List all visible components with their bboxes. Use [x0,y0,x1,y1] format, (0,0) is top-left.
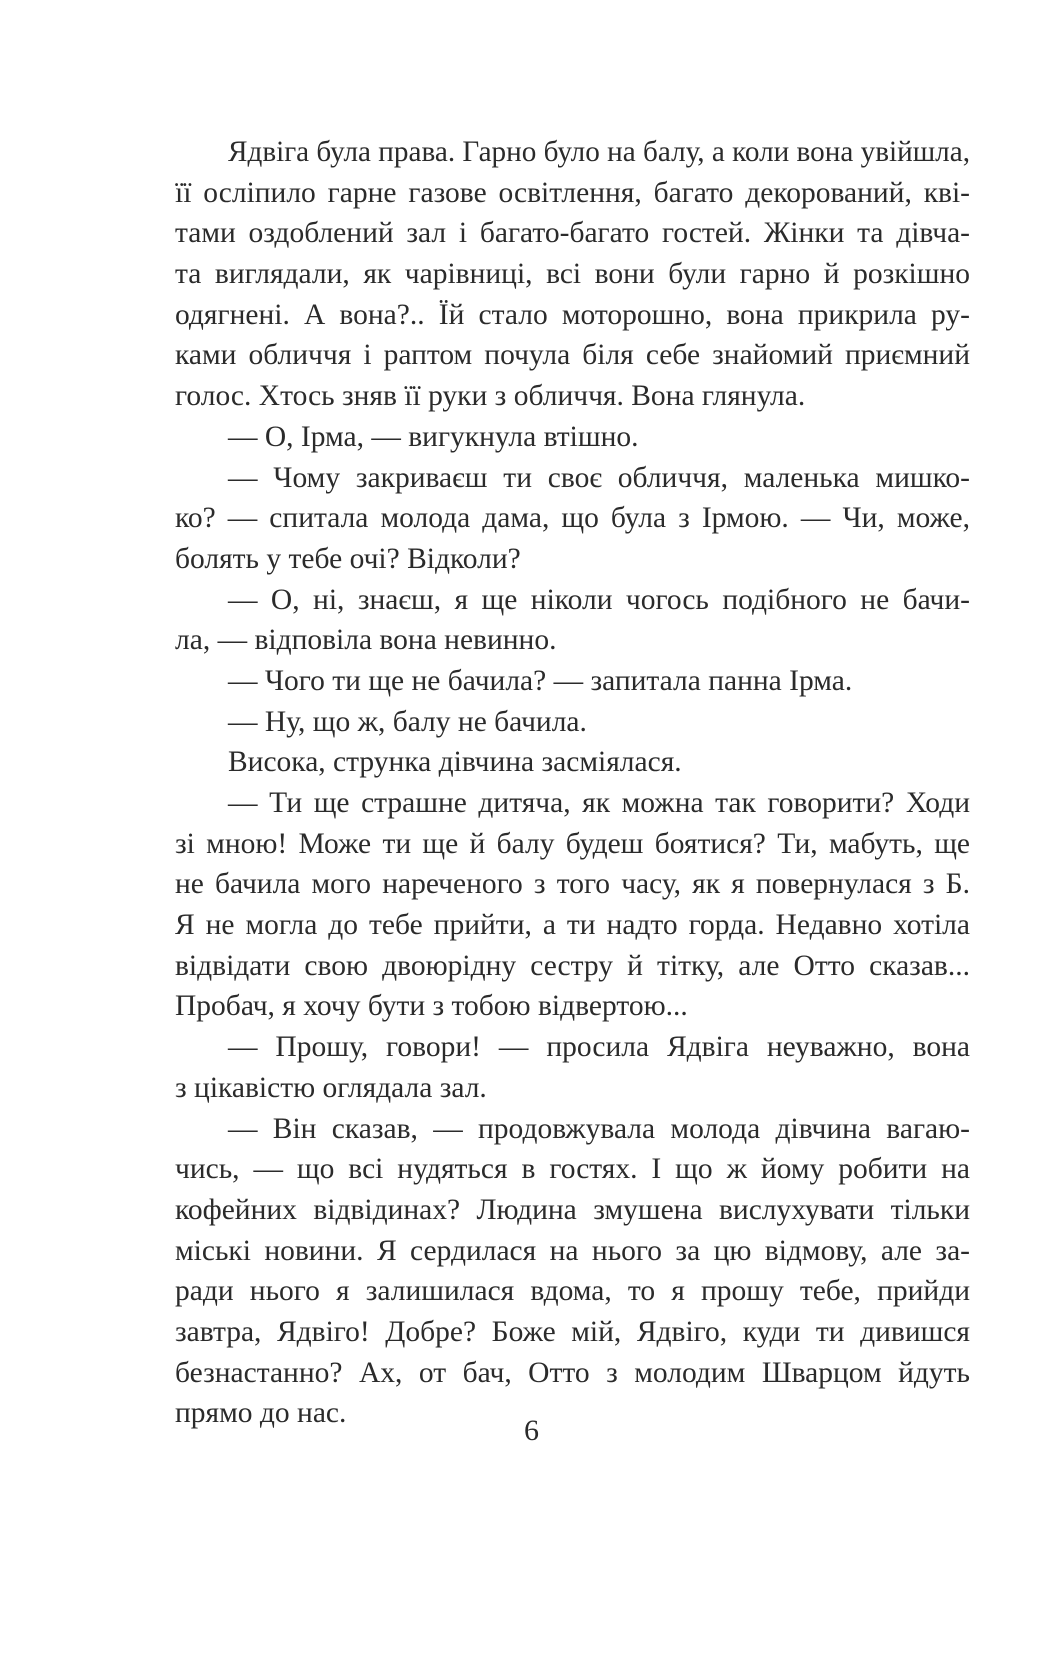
text-line: — Чому закриваєш ти своє обличчя, маленька мишко- [228,461,970,494]
text-line: ла, — відповіла вона невинно. [175,624,557,657]
text-line: тами оздоблений зал і багато-багато гостей. Жінки та дівча- [175,217,970,250]
text-line: одягнені. А вона?.. Їй стало моторошно, вона прикрила ру- [175,298,970,331]
text-line: болять у тебе очі? Відколи? [175,542,521,575]
text-line: чись, — що всі нудяться в гостях. І що ж йому робити на [175,1153,970,1186]
text-line: ками обличчя і раптом почула біля себе знайомий приємний [175,339,970,372]
text-line: — О, ні, знаєш, я ще ніколи чогось подібного не бачи- [228,583,970,616]
text-line: — Чого ти ще не бачила? — запитала панна Ірма. [228,664,853,697]
text-line: завтра, Ядвіго! Добре? Боже мій, Ядвіго, куди ти дивишся [175,1315,970,1348]
text-line: Висока, струнка дівчина засміялася. [228,746,682,779]
text-line: зі мною! Може ти ще й балу будеш боятися? Ти, мабуть, ще [175,827,970,860]
body-text [175,132,970,1434]
text-line: Ядвіга була права. Гарно було на балу, а коли вона увійшла, [228,136,970,168]
text-line: — Прошу, говори! — просила Ядвіга неуважно, вона [228,1031,970,1064]
text-line: відвідати свою двоюрідну сестру й тітку, але Отто сказав... [175,949,970,982]
text-line: міські новини. Я сердилася на нього за цю відмову, але за- [175,1234,970,1267]
text-line: голос. Хтось зняв її руки з обличчя. Вона глянула. [175,380,806,413]
text-line: — О, Ірма, — вигукнула втішно. [228,420,639,453]
page-number: 6 [524,1414,539,1447]
text-line: — Ти ще страшне дитяча, як можна так говорити? Ходи [228,787,970,819]
text-line: ко? — спитала молода дама, що була з Ірмою. — Чи, може, [175,502,970,535]
text-line: безнастанно? Ах, от бач, Отто з молодим Шварцом йдуть [175,1356,970,1389]
text-line: — Він сказав, — продовжувала молода дівчина вагаю- [228,1112,970,1145]
text-line: — Ну, що ж, балу не бачила. [228,705,587,738]
text-line: прямо до нас. [175,1397,347,1430]
text-line: її осліпило гарне газове освітлення, багато декорований, кві- [175,176,970,209]
text-line: не бачила мого нареченого з того часу, як я повернулася з Б. [175,868,970,901]
text-line: ради нього я залишилася вдома, то я прошу тебе, прийди [175,1275,970,1308]
text-line: та виглядали, як чарівниці, всі вони були гарно й розкішно [175,258,970,291]
text-line: Пробач, я хочу бути з тобою відвертою... [175,990,688,1023]
text-line: з цікавістю оглядала зал. [175,1071,487,1104]
text-line: Я не могла до тебе прийти, а ти надто горда. Недавно хотіла [175,909,970,942]
text-line: кофейних відвідинах? Людина змушена вислухувати тільки [175,1193,970,1226]
